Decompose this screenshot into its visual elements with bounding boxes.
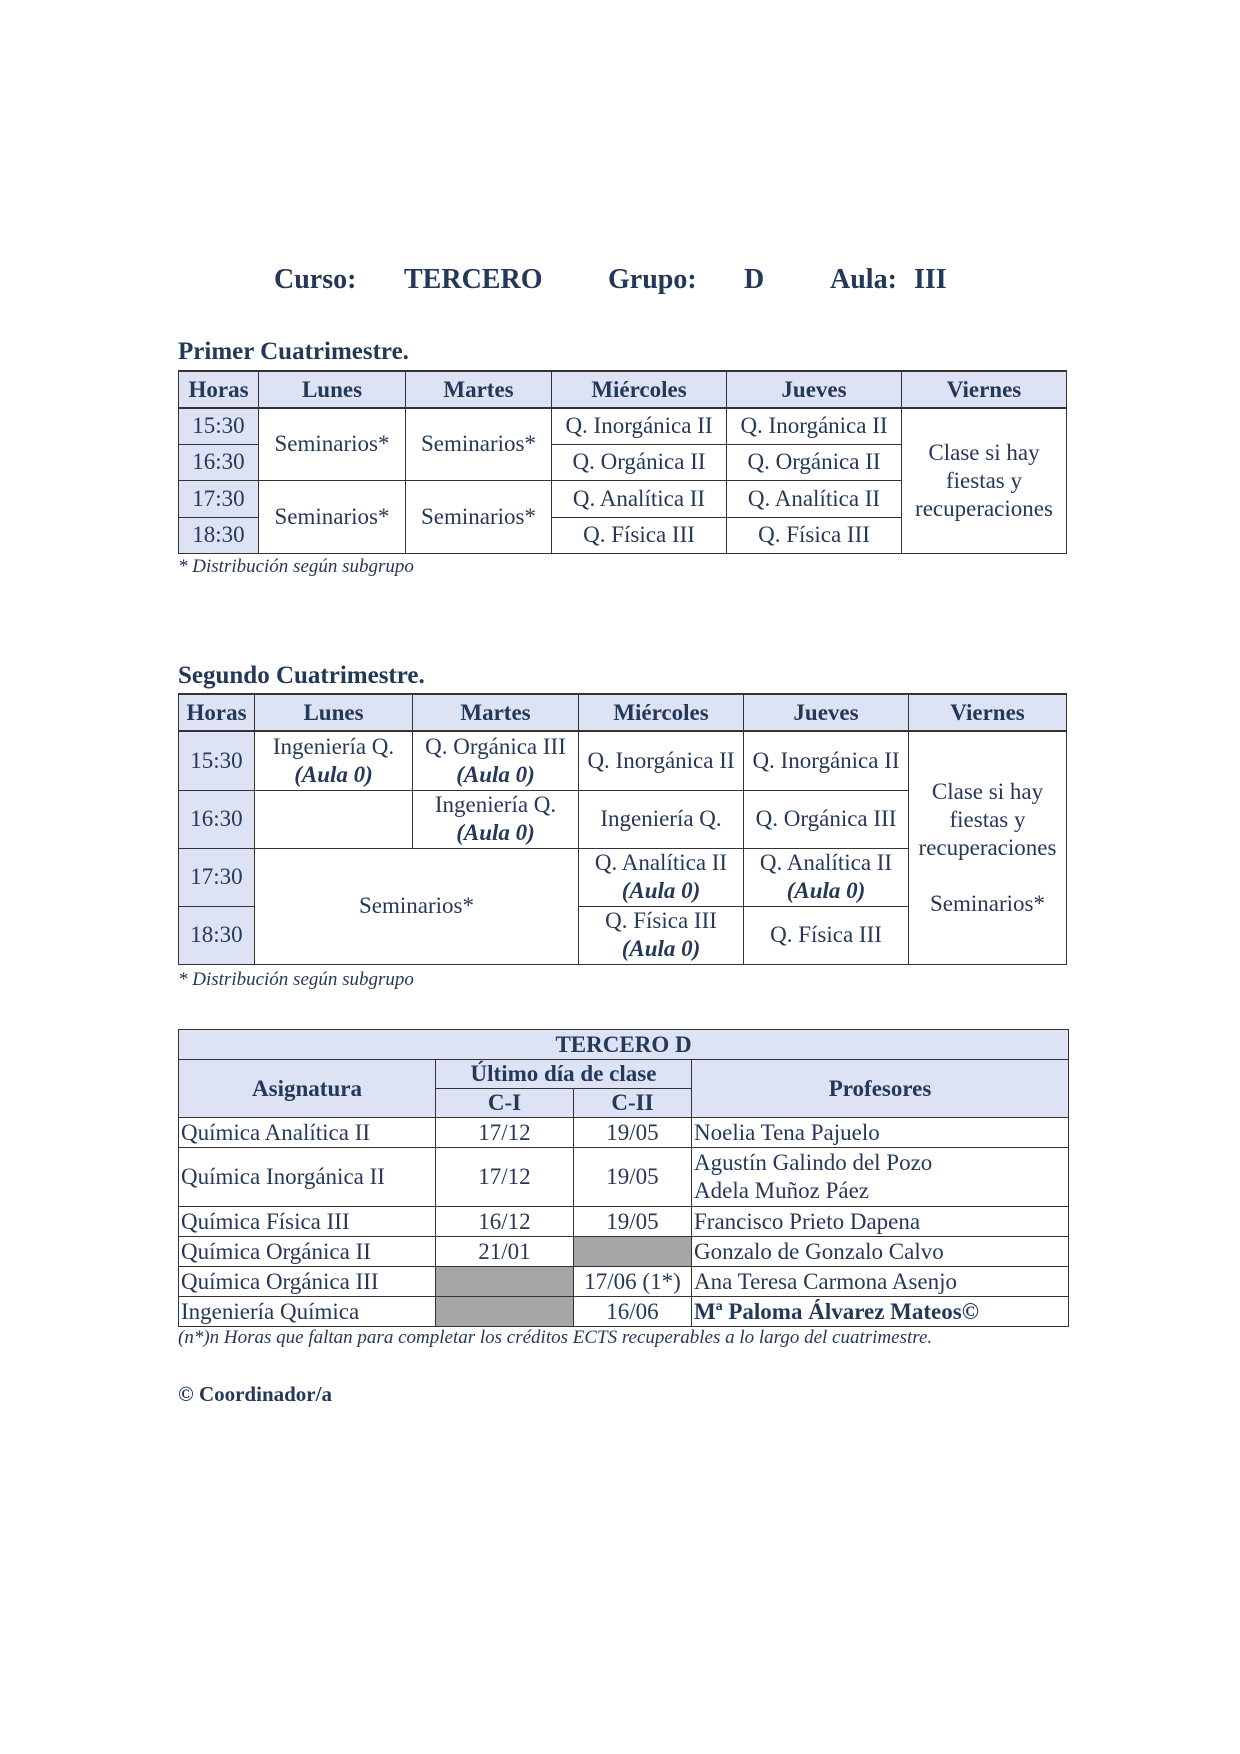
coordinator-note: © Coordinador/a (178, 1382, 332, 1406)
ci-date: 16/12 (436, 1207, 574, 1237)
professor: Gonzalo de Gonzalo Calvo (692, 1237, 1069, 1267)
professor: Adela Muñoz Páez (694, 1178, 869, 1203)
schedule-cell (413, 790, 579, 848)
primer-note: * Distribución según subgrupo (178, 556, 414, 577)
col-jueves: Jueves (744, 694, 909, 731)
schedule-cell: Q. Inorgánica II (727, 408, 902, 444)
schedule-cell: Q. Física III (744, 906, 909, 964)
table-row (179, 1267, 1069, 1297)
subjects-table (178, 1029, 1069, 1327)
schedule-cell: Q. Inorgánica II (552, 408, 727, 444)
professors (692, 1148, 1069, 1207)
col-miercoles: Miércoles (552, 371, 727, 408)
hour-cell: 18:30 (179, 906, 255, 964)
subject-text: Ingeniería Q. (272, 733, 395, 759)
professor: Francisco Prieto Dapena (692, 1207, 1069, 1237)
grupo-label: Grupo: (608, 264, 697, 295)
coordinator-professor: Mª Paloma Álvarez Mateos© (692, 1297, 1069, 1327)
hour-cell: 17:30 (179, 480, 259, 517)
col-miercoles: Miércoles (579, 694, 744, 731)
cii-date: 17/06 (1*) (574, 1267, 692, 1297)
segundo-cuatrimestre-title: Segundo Cuatrimestre. (178, 662, 425, 689)
hour-cell: 16:30 (179, 790, 255, 848)
schedule-cell: Q. Analítica II (552, 480, 727, 517)
subject-text: Q. Orgánica III (425, 733, 566, 759)
profesores-header: Profesores (692, 1060, 1069, 1118)
hour-cell: 18:30 (179, 517, 259, 553)
schedule-cell (579, 906, 744, 964)
col-martes: Martes (413, 694, 579, 731)
primer-cuatrimestre-title: Primer Cuatrimestre. (178, 338, 409, 365)
cii-date: 19/05 (574, 1148, 692, 1207)
aula-text: (Aula 0) (621, 936, 701, 961)
hour-cell: 15:30 (179, 408, 259, 444)
schedule-cell: Q. Física III (552, 517, 727, 553)
course-header (0, 264, 1240, 304)
subject-text: Q. Analítica II (759, 850, 893, 875)
viernes-seminarios: Seminarios* (930, 890, 1045, 916)
schedule-cell: Seminarios* (259, 480, 406, 553)
col-horas: Horas (179, 694, 255, 731)
ci-date: 17/12 (436, 1148, 574, 1207)
table-row (179, 1118, 1069, 1148)
empty-date-cell (574, 1237, 692, 1267)
ci-header: C-I (436, 1089, 574, 1118)
subject-text: Ingeniería Q. (434, 792, 557, 817)
table-row (179, 1297, 1069, 1327)
cii-date: 16/06 (574, 1297, 692, 1327)
schedule-cell: Q. Inorgánica II (579, 731, 744, 790)
professor: Agustín Galindo del Pozo (694, 1150, 933, 1175)
col-jueves: Jueves (727, 371, 902, 408)
aula-text: (Aula 0) (786, 878, 866, 903)
subject-name: Ingeniería Química (179, 1297, 436, 1327)
asignatura-header: Asignatura (179, 1060, 436, 1118)
hour-cell: 15:30 (179, 731, 255, 790)
aula-text: (Aula 0) (456, 761, 535, 787)
subject-name: Química Inorgánica II (179, 1148, 436, 1207)
schedule-cell: Q. Orgánica II (727, 444, 902, 480)
cii-date: 19/05 (574, 1118, 692, 1148)
schedule-cell: Seminarios* (259, 408, 406, 480)
col-lunes: Lunes (259, 371, 406, 408)
table-row (179, 1237, 1069, 1267)
professor: Ana Teresa Carmona Asenjo (692, 1267, 1069, 1297)
viernes-line: fiestas y (945, 467, 1022, 493)
viernes-line: recuperaciones (918, 834, 1057, 860)
aula-value: III (914, 264, 947, 295)
subject-name: Química Física III (179, 1207, 436, 1237)
schedule-cell: Seminarios* (406, 408, 552, 480)
ects-footnote: (n*)n Horas que faltan para completar los créditos ECTS recuperables a lo largo del cuatrimestre. (178, 1327, 933, 1348)
viernes-line: Clase si hay (931, 778, 1044, 804)
aula-text: (Aula 0) (456, 820, 535, 845)
schedule-cell (744, 848, 909, 906)
curso-label: Curso: (274, 264, 357, 295)
aula-text: (Aula 0) (621, 878, 701, 903)
subject-name: Química Orgánica II (179, 1237, 436, 1267)
viernes-cell (902, 408, 1067, 553)
aula-text: (Aula 0) (294, 761, 373, 787)
schedule-cell (579, 848, 744, 906)
ultimo-dia-header: Último día de clase (436, 1060, 692, 1089)
schedule-cell: Q. Orgánica II (552, 444, 727, 480)
schedule-cell: Q. Física III (727, 517, 902, 553)
col-horas: Horas (179, 371, 259, 408)
viernes-line: Clase si hay (928, 439, 1040, 465)
col-viernes: Viernes (909, 694, 1067, 731)
empty-cell (255, 790, 413, 848)
ci-date: 17/12 (436, 1118, 574, 1148)
col-viernes: Viernes (902, 371, 1067, 408)
col-martes: Martes (406, 371, 552, 408)
viernes-line: recuperaciones (915, 495, 1053, 521)
viernes-line: fiestas y (949, 806, 1026, 832)
schedule-cell: Q. Inorgánica II (744, 731, 909, 790)
subject-name: Química Orgánica III (179, 1267, 436, 1297)
seminarios-cell: Seminarios* (255, 848, 579, 964)
segundo-note: * Distribución según subgrupo (178, 969, 414, 990)
professor: Noelia Tena Pajuelo (692, 1118, 1069, 1148)
hour-cell: 16:30 (179, 444, 259, 480)
col-lunes: Lunes (255, 694, 413, 731)
cii-date: 19/05 (574, 1207, 692, 1237)
table-row (179, 1148, 1069, 1207)
grupo-value: D (744, 264, 765, 295)
cii-header: C-II (574, 1089, 692, 1118)
schedule-cell: Seminarios* (406, 480, 552, 553)
schedule-cell (413, 731, 579, 790)
hour-cell: 17:30 (179, 848, 255, 906)
aula-label: Aula: (830, 264, 897, 295)
ci-date: 21/01 (436, 1237, 574, 1267)
subject-name: Química Analítica II (179, 1118, 436, 1148)
subject-text: Q. Analítica II (594, 850, 728, 875)
schedule-cell (255, 731, 413, 790)
subjects-title: TERCERO D (179, 1030, 1069, 1060)
subject-text: Q. Física III (605, 908, 717, 933)
segundo-schedule-table (178, 693, 1067, 965)
table-row (179, 1207, 1069, 1237)
curso-value: TERCERO (404, 264, 543, 295)
primer-schedule-table (178, 370, 1067, 554)
empty-date-cell (436, 1267, 574, 1297)
viernes-cell (909, 731, 1067, 964)
schedule-cell: Q. Analítica II (727, 480, 902, 517)
schedule-cell: Ingeniería Q. (579, 790, 744, 848)
empty-date-cell (436, 1297, 574, 1327)
schedule-cell: Q. Orgánica III (744, 790, 909, 848)
